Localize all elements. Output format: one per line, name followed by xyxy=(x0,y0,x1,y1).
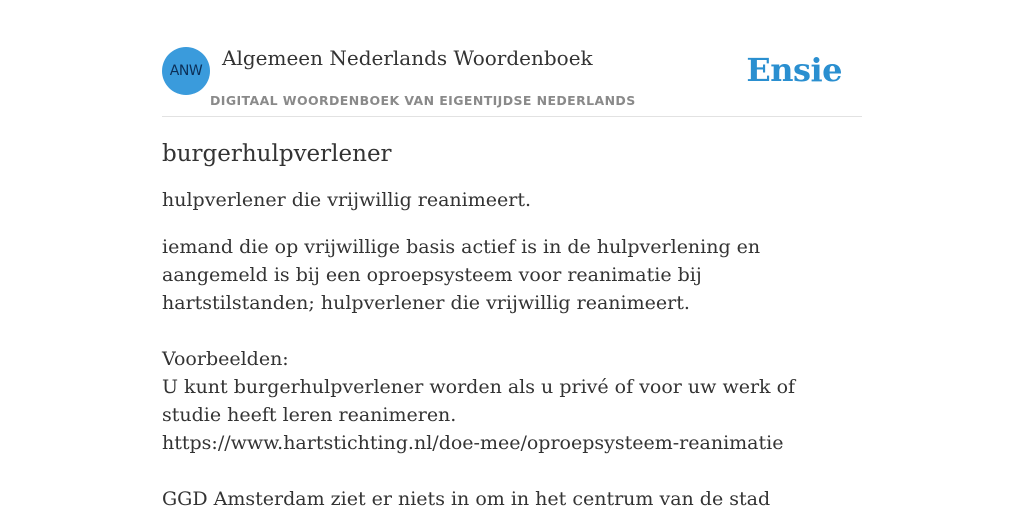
site-title[interactable]: Algemeen Nederlands Woordenboek xyxy=(222,46,593,70)
example-source: https://www.hartstichting.nl/doe-mee/oproepsysteem-reanimatie xyxy=(162,432,784,454)
entry-content xyxy=(162,138,852,512)
examples-label: Voorbeelden: xyxy=(162,348,289,370)
entry-headword: burgerhulpverlener xyxy=(162,141,392,167)
example-text: U kunt burgerhulpverlener worden als u privé of voor uw werk of studie heeft leren reanimeren. xyxy=(162,376,796,426)
anw-logo[interactable]: ANW xyxy=(162,47,210,95)
spacer xyxy=(162,317,852,345)
short-definition: hulpverlener die vrijwillig reanimeert. xyxy=(162,189,532,211)
spacer xyxy=(162,457,852,485)
example-text: GGD Amsterdam ziet er niets in om in het centrum van de stad xyxy=(162,488,771,510)
full-definition: iemand die op vrijwillige basis actief is in de hulpverlening en aangemeld is bij een oproepsysteem voor reanimatie bij hartstilstanden; hulpverlener die vrijwillig reanimeert. xyxy=(162,236,761,314)
site-header xyxy=(162,46,862,117)
site-subtitle: DIGITAAL WOORDENBOEK VAN EIGENTIJDSE NEDERLANDS xyxy=(210,93,636,108)
ensie-logo[interactable]: Ensie xyxy=(746,51,842,89)
